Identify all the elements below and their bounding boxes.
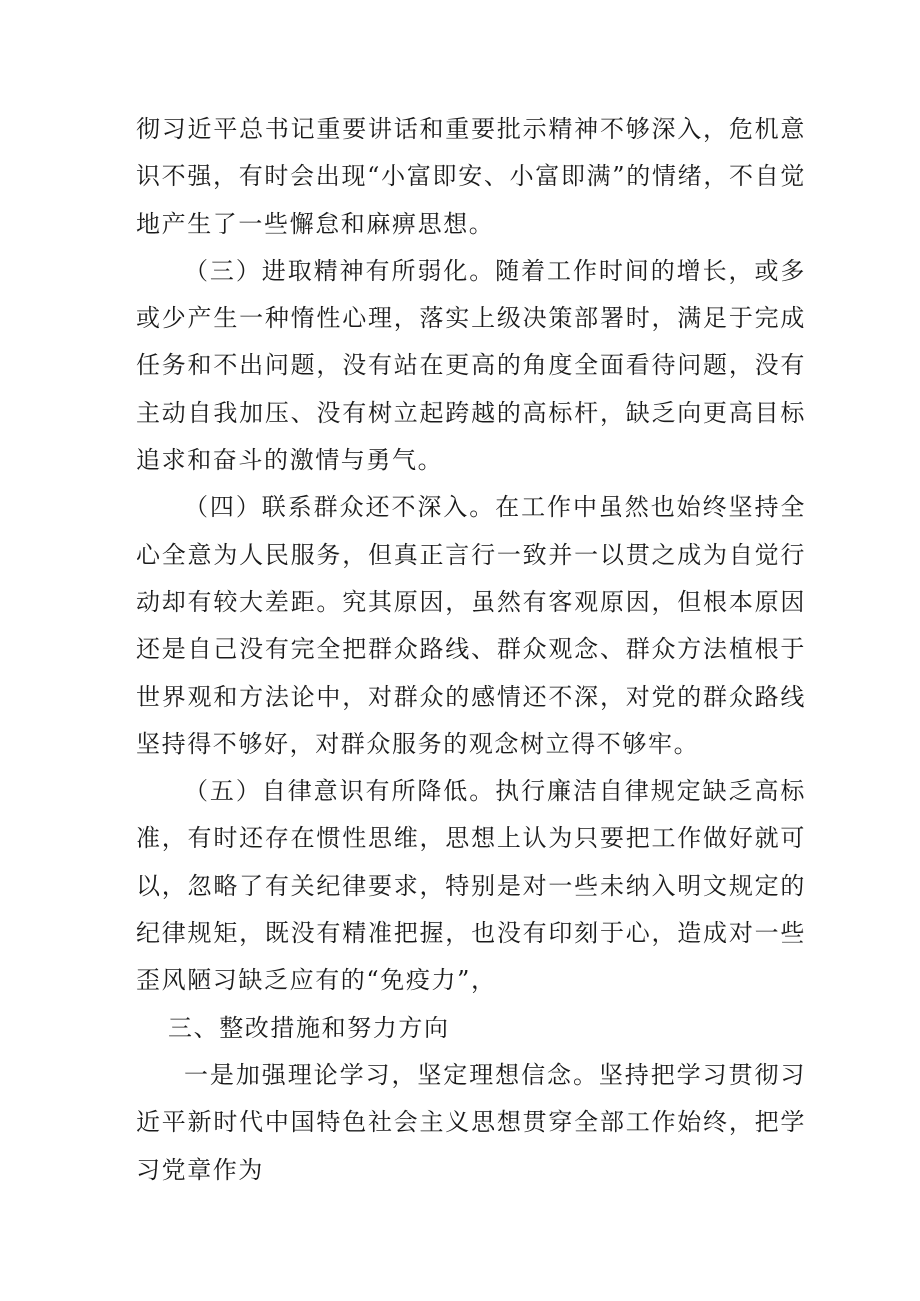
paragraph-continuation: 彻习近平总书记重要讲话和重要批示精神不够深入，危机意识不强，有时会出现“小富即安、小富即满”的情绪，不自觉地产生了一些懈怠和麻痹思想。 xyxy=(136,115,806,238)
paragraph-four: （四）联系群众还不深入。在工作中虽然也始终坚持全心全意为人民服务，但真正言行一致并一以贯之成为自觉行动却有较大差距。究其原因，虽然有客观原因，但根本原因还是自己没有完全把群众路线、群众观念、群众方法植根于世界观和方法论中，对群众的感情还不深，对党的群众路线坚持得不够好，对群众服务的观念树立得不够牢。 xyxy=(136,493,806,758)
paragraph-five: （五）自律意识有所降低。执行廉洁自律规定缺乏高标准，有时还存在惯性思维，思想上认为只要把工作做好就可以，忽略了有关纪律要求，特别是对一些未纳入明文规定的纪律规矩，既没有精准把握，也没有印刻于心，造成对一些歪风陋习缺乏应有的“免疫力”， xyxy=(136,777,806,995)
section-heading: 三、整改措施和努力方向 xyxy=(168,1013,450,1042)
document-body xyxy=(136,106,806,1194)
paragraph-three: （三）进取精神有所弱化。随着工作时间的增长，或多或少产生一种惰性心理，落实上级决策部署时，满足于完成任务和不出问题，没有站在更高的角度全面看待问题，没有主动自我加压、没有树立起跨越的高标杆，缺乏向更高目标追求和奋斗的激情与勇气。 xyxy=(136,256,806,475)
paragraph-final: 一是加强理论学习，坚定理想信念。坚持把学习贯彻习近平新时代中国特色社会主义思想贯穿全部工作始终，把学习党章作为 xyxy=(136,1060,806,1184)
